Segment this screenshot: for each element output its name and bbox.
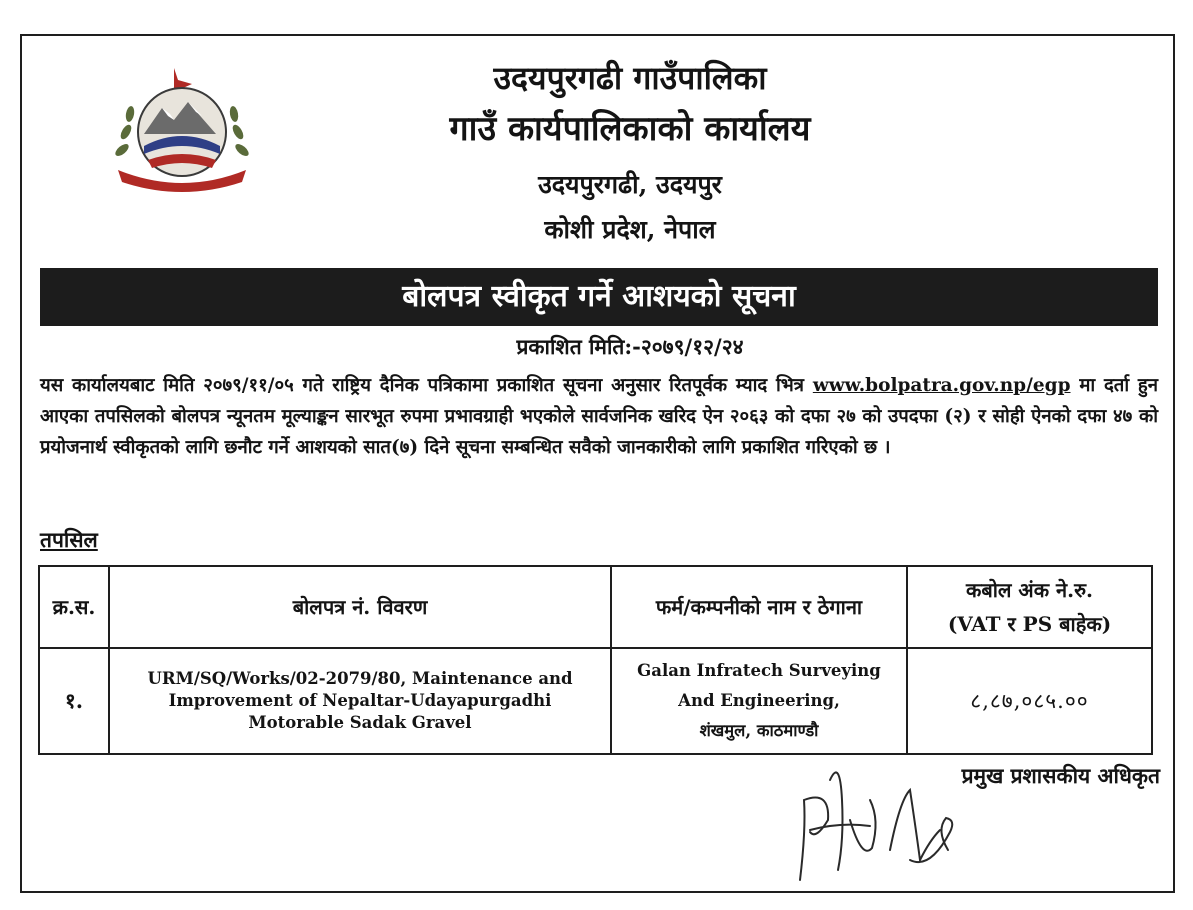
table-header-row [39,566,1152,648]
notice-body-part1: यस कार्यालयबाट मिति २०७९/११/०५ गते राष्ट्रिय दैनिक पत्रिकामा प्रकाशित सूचना अनुसार रितपूर्वक म्याद भित्र [40,375,805,396]
header-bid-details: बोलपत्र नं. विवरण [109,566,611,648]
header-amount [907,566,1152,648]
table-row [39,648,1152,754]
row-bid: URM/SQ/Works/02-2079/80, Maintenance and Improvement of Nepaltar-Udayapurgadhi Motorable Sadak Gravel [109,648,611,754]
row-firm [611,648,907,754]
address-line1: उदयपुरगढी, उदयपुर [538,170,722,199]
signature-icon [770,760,990,890]
schedule-label: तपसिल [40,527,98,552]
header-sn: क्र.स. [39,566,109,648]
row-amount: ८,८७,०८५.०० [907,648,1152,754]
header-firm: फर्म/कम्पनीको नाम र ठेगाना [611,566,907,648]
notice-body-part2: मा दर्ता हुन आएका तपसिलको बोलपत्र न्यूनतम मूल्याङ्कन सारभूत रुपमा प्रभावग्राही भएकोले सार्वजनिक खरिद ऐन २०६३ को दफा २७ को उपदफा (२) र सोही ऐनको दफा ४७ को प्रयोजनार्थ स्वीकृतको लागि छनौट गर्ने आशयको सात(७) दिने सूचना सम्बन्धित सवैको जानकारीको लागि प्रकाशित गरिएको छ । [40,375,1158,458]
row-sn: १. [39,648,109,754]
nepal-emblem-icon [104,62,260,194]
header-amount-line2: (VAT र PS बाहेक) [947,612,1112,636]
notice-body [40,370,1158,463]
row-firm-address: शंखमुल, काठमाण्डौ [699,721,819,740]
header-amount-line1: कबोल अंक ने.रु. [965,578,1094,602]
bolpatra-link[interactable]: www.bolpatra.gov.np/egp [812,375,1071,396]
tender-table [38,565,1153,755]
notice-title: बोलपत्र स्वीकृत गर्ने आशयको सूचना [40,268,1158,326]
published-date: प्रकाशित मिति:-२०७९/१२/२४ [516,334,744,359]
officer-title: प्रमुख प्रशासकीय अधिकृत [961,763,1160,788]
office-name: गाउँ कार्यपालिकाको कार्यालय [449,109,811,149]
row-firm-name: Galan Infratech Surveying And Engineering, [637,661,881,710]
municipality-name: उदयपुरगढी गाउँपालिका [493,59,767,97]
address-line2: कोशी प्रदेश, नेपाल [544,215,716,244]
